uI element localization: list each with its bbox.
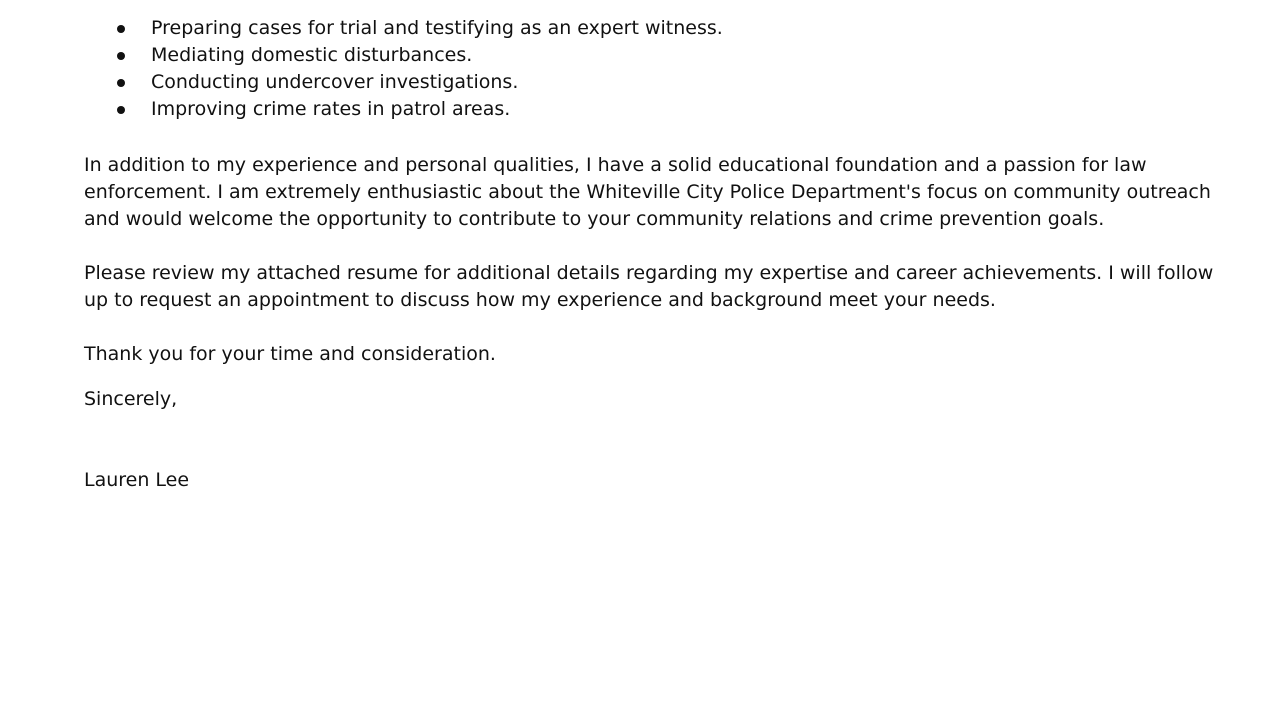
signature-text: Lauren Lee xyxy=(84,469,190,491)
list-item xyxy=(84,96,1204,123)
paragraph-line: Thank you for your time and consideration. xyxy=(84,343,496,365)
bullet-icon xyxy=(117,106,125,114)
list-item-text: Preparing cases for trial and testifying as an expert witness. xyxy=(151,17,723,39)
paragraph-line: Please review my attached resume for additional details regarding my expertise and career achievements. I will follow xyxy=(84,262,1214,284)
closing-text: Sincerely, xyxy=(84,388,178,410)
list-item xyxy=(84,42,1204,69)
paragraph-line: enforcement. I am extremely enthusiastic about the Whiteville City Police Department's focus on community outreach xyxy=(84,181,1211,203)
bullet-icon xyxy=(117,52,125,60)
list-item-text: Mediating domestic disturbances. xyxy=(151,44,473,66)
list-item-text: Improving crime rates in patrol areas. xyxy=(151,98,511,120)
bullet-icon xyxy=(117,25,125,33)
list-item-text: Conducting undercover investigations. xyxy=(151,71,519,93)
closing-salutation xyxy=(84,386,1204,413)
paragraph-line: up to request an appointment to discuss how my experience and background meet your needs. xyxy=(84,289,996,311)
responsibilities-list xyxy=(84,15,1204,123)
bullet-icon xyxy=(117,79,125,87)
list-item xyxy=(84,15,1204,42)
paragraph-line: and would welcome the opportunity to contribute to your community relations and crime prevention goals. xyxy=(84,208,1105,230)
paragraph-resume xyxy=(84,260,1214,314)
paragraph-line: In addition to my experience and personal qualities, I have a solid educational foundation and a passion for law xyxy=(84,154,1147,176)
list-item xyxy=(84,69,1204,96)
paragraph-qualifications xyxy=(84,152,1211,233)
signature-name xyxy=(84,467,1204,494)
paragraph-thanks xyxy=(84,341,1204,368)
